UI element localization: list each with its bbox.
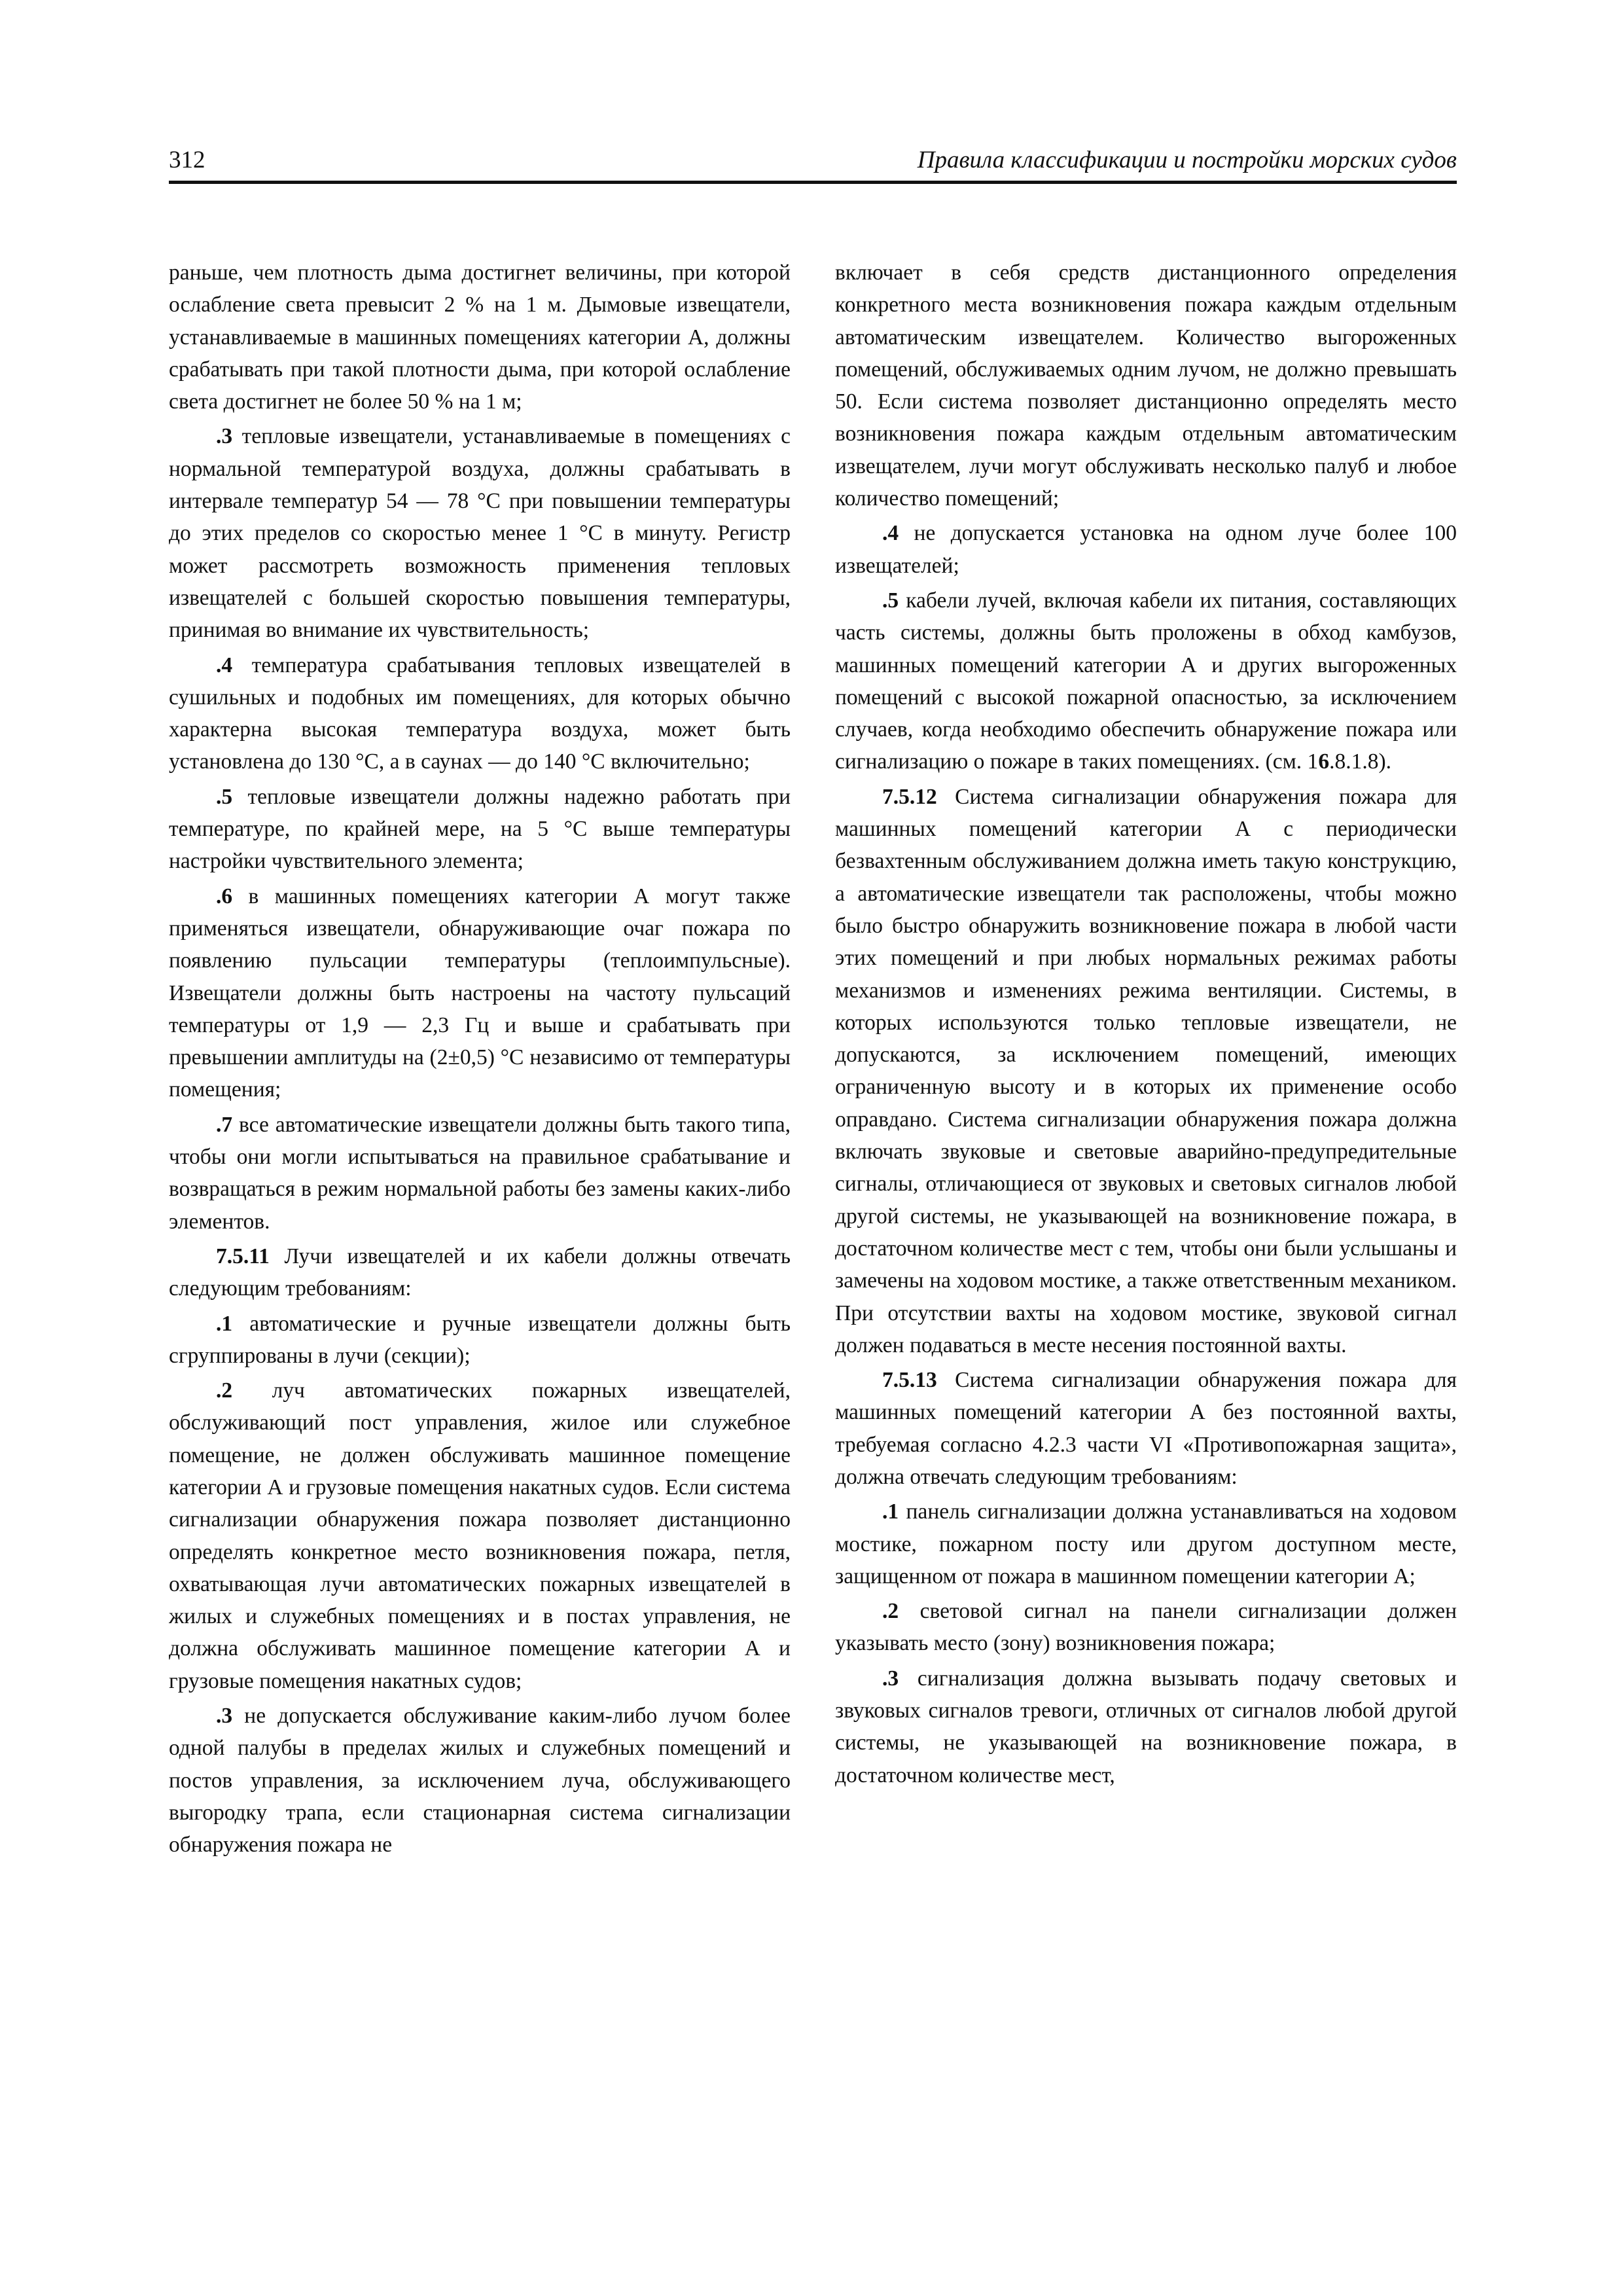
section-number: 7.5.11 bbox=[216, 1244, 270, 1268]
right-column bbox=[835, 257, 1457, 1794]
paragraph: .3 тепловые извещатели, устанавливаемые в помещениях с нормальной температурой воздуха, должны срабатывать в интервале температур 54 — 78 °С при повышении температуры до этих пределов со скоростью менее 1 °С в минуту. Регистр может рассмотреть возможность применения тепловых извещателей с большей скоростью повышения температуры, принимая во внимание их чувствительность; bbox=[169, 424, 791, 643]
running-title: Правила классификации и постройки морских судов bbox=[917, 147, 1457, 173]
section-paragraph: 7.5.12 Система сигнализации обнаружения пожара для машинных помещений категории А с периодически безвахтенным обслуживанием должна иметь такую конструкцию, а автоматические извещатели так расположены, чтобы можно было быстро обнаружить возникновение пожара в любой части этих помещений и при любых нормальных режимах работы механизмов и изменениях режима вентиляции. Системы, в которых используются только тепловые извещатели, не допускаются, за исключением помещений, имеющих ограниченную высоту и в которых их применение особо оправдано. Система сигнализации обнаружения пожара должна включать звуковые и световые аварийно-предупредительные сигналы, отличающиеся от звуковых и световых сигналов любой другой системы, не указывающей на возникновение пожара, в достаточном количестве мест с тем, чтобы они были услышаны и замечены на ходовом мостике, а также ответственным механиком. При отсутствии вахты на ходовом мостике, звуковой сигнал должен подаваться в месте несения постоянной вахты. bbox=[835, 784, 1457, 1357]
paragraph: .5 тепловые извещатели должны надежно работать при температуре, по крайней мере, на 5 °С выше температуры настройки чувствительного элемента; bbox=[169, 784, 791, 874]
section-number: 7.5.13 bbox=[882, 1368, 937, 1393]
section-paragraph: 7.5.13 Система сигнализации обнаружения пожара для машинных помещений категории А без постоянной вахты, требуемая согласно 4.2.3 части VI «Противопожарная защита», должна отвечать следующим требованиям: bbox=[835, 1368, 1457, 1489]
item-number: .3 bbox=[882, 1666, 899, 1691]
left-column bbox=[169, 257, 791, 1864]
paragraph: .6 в машинных помещениях категории А могут также применяться извещатели, обнаруживающие очаг пожара по появлению пульсации температуры (теплоимпульсные). Извещатели должны быть настроены на частоту пульсаций температуры от 1,9 — 2,3 Гц и выше и срабатывать при превышении амплитуды на (2±0,5) °С независимо от температуры помещения; bbox=[169, 884, 791, 1102]
paragraph: .2 световой сигнал на панели сигнализации должен указывать место (зону) возникновения пожара; bbox=[835, 1599, 1457, 1656]
paragraph: включает в себя средств дистанционного определения конкретного места возникновения пожара каждым отдельным автоматическим извещателем. Количество выгороженных помещений, обслуживаемых одним лучом, не должно превышать 50. Если система позволяет дистанционно определять место возникновения пожара каждым отдельным автоматическим извещателем, лучи могут обслуживать несколько палуб и любое количество помещений; bbox=[835, 260, 1457, 511]
item-number: .4 bbox=[216, 653, 233, 677]
section-paragraph: 7.5.11 Лучи извещателей и их кабели должны отвечать следующим требованиям: bbox=[169, 1244, 791, 1301]
page-header bbox=[169, 145, 1457, 184]
item-number: .2 bbox=[882, 1599, 899, 1624]
item-number: .4 bbox=[882, 521, 899, 546]
paragraph: .2 луч автоматических пожарных извещателей, обслуживающий пост управления, жилое или служебное помещение, не должен обслуживать машинное помещение категории А и грузовые помещения накатных судов. Если система сигнализации обнаружения пожара позволяет дистанционно определять конкретное место возникновения пожара, петля, охватывающая лучи автоматических пожарных извещателей в жилых и служебных помещениях и в постах управления, не должна обслуживать машинное помещение категории А и грузовые помещения накатных судов; bbox=[169, 1378, 791, 1693]
paragraph: раньше, чем плотность дыма достигнет величины, при которой ослабление света превысит 2 % на 1 м. Дымовые извещатели, устанавливаемые в машинных помещениях категории А, должны срабатывать при такой плотности дыма, при которой ослабление света достигнет не более 50 % на 1 м; bbox=[169, 260, 791, 414]
paragraph: .3 сигнализация должна вызывать подачу световых и звуковых сигналов тревоги, отличных от сигналов любой другой системы, не указывающей на возникновение пожара, в достаточном количестве мест, bbox=[835, 1666, 1457, 1787]
item-number: .1 bbox=[882, 1499, 899, 1524]
section-number: 7.5.12 bbox=[882, 784, 937, 809]
paragraph: .1 автоматические и ручные извещатели должны быть сгруппированы в лучи (секции); bbox=[169, 1311, 791, 1368]
paragraph: .3 не допускается обслуживание каким-либо лучом более одной палубы в пределах жилых и служебных помещений и постов управления, за исключением луча, обслуживающего выгородку трапа, если стационарная система сигнализации обнаружения пожара не bbox=[169, 1704, 791, 1857]
paragraph: .7 все автоматические извещатели должны быть такого типа, чтобы они могли испытываться на правильное срабатывание и возвращаться в режим нормальной работы без замены каких-либо элементов. bbox=[169, 1112, 791, 1234]
paragraph: .4 температура срабатывания тепловых извещателей в сушильных и подобных им помещениях, для которых обычно характерна высокая температура воздуха, может быть установлена до 130 °С, а в саунах — до 140 °С включительно; bbox=[169, 653, 791, 774]
item-number: .5 bbox=[882, 588, 899, 613]
item-number: .1 bbox=[216, 1311, 233, 1336]
item-number: .5 bbox=[216, 784, 233, 809]
item-number: .3 bbox=[216, 424, 233, 449]
reference-bold: 6 bbox=[1318, 749, 1330, 774]
item-number: .7 bbox=[216, 1112, 233, 1137]
paragraph: .4 не допускается установка на одном луче более 100 извещателей; bbox=[835, 521, 1457, 578]
paragraph: .5 кабели лучей, включая кабели их питания, составляющих часть системы, должны быть проложены в обход камбузов, машинных помещений категории А и других выгороженных помещений с высокой пожарной опасностью, за исключением случаев, когда необходимо обеспечить обнаружение пожара или сигнализацию о пожаре в таких помещениях. (см. 16.8.1.8). bbox=[835, 588, 1457, 774]
paragraph: .1 панель сигнализации должна устанавливаться на ходовом мостике, пожарном посту или другом доступном месте, защищенном от пожара в машинном помещении категории А; bbox=[835, 1499, 1457, 1588]
item-number: .2 bbox=[216, 1378, 233, 1403]
item-number: .6 bbox=[216, 884, 233, 908]
page-number: 312 bbox=[169, 147, 205, 173]
item-number: .3 bbox=[216, 1704, 233, 1729]
